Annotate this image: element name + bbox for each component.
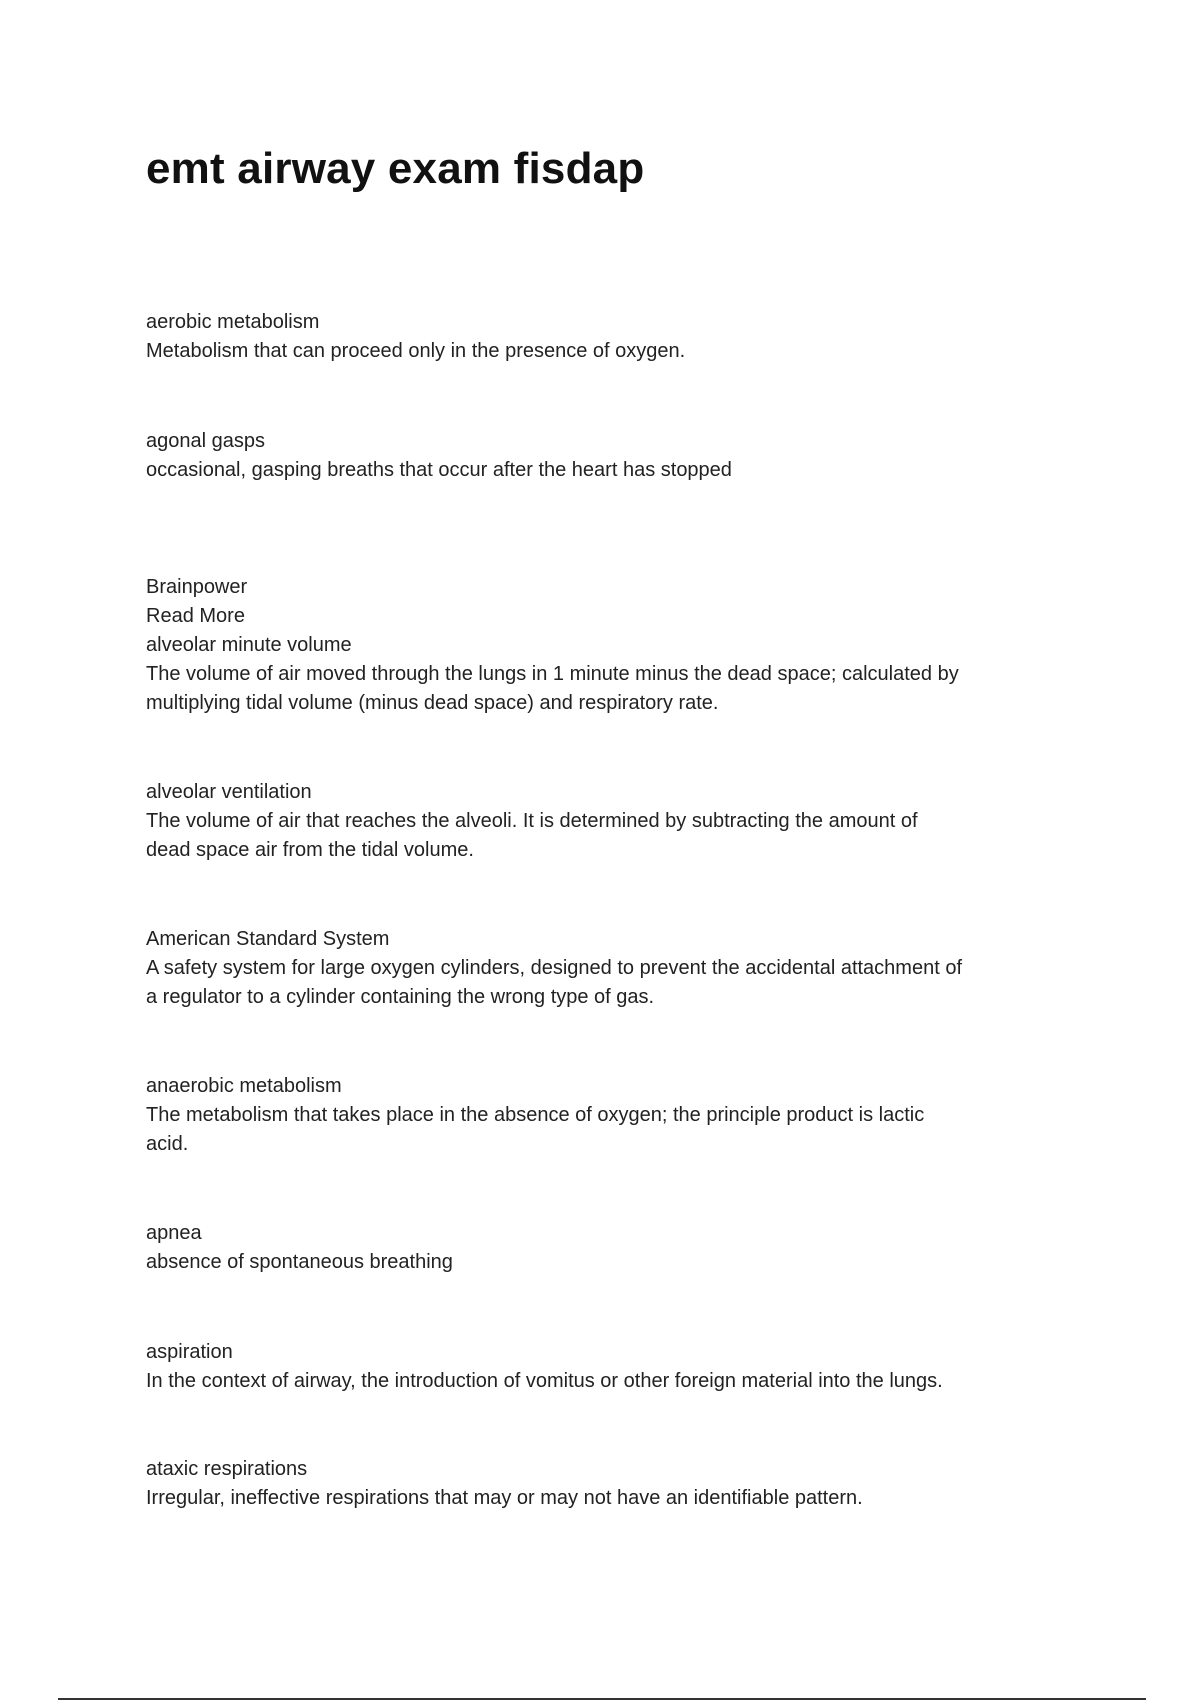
entry-aerobic-metabolism: [146, 308, 1066, 366]
entry-definition: Irregular, ineffective respirations that may or may not have an identifiable pattern.: [146, 1487, 863, 1509]
entry-definition-line: A safety system for large oxygen cylinders, designed to prevent the accidental attachment of: [146, 957, 963, 979]
entry-term: apnea: [146, 1222, 202, 1244]
entry-definition-line: The metabolism that takes place in the absence of oxygen; the principle product is lactic: [146, 1104, 925, 1126]
promo-block: [146, 573, 1066, 718]
entry-definition-line: The volume of air moved through the lungs in 1 minute minus the dead space; calculated by: [146, 663, 959, 685]
entry-term: agonal gasps: [146, 430, 265, 452]
entry-term: aerobic metabolism: [146, 311, 320, 333]
entry-term: alveolar ventilation: [146, 781, 312, 803]
entry-definition: absence of spontaneous breathing: [146, 1251, 453, 1273]
entry-alveolar-ventilation: [146, 778, 1066, 865]
read-more-link[interactable]: Read More: [146, 605, 245, 627]
promo-brand: Brainpower: [146, 576, 248, 598]
entry-term: aspiration: [146, 1341, 233, 1363]
entry-definition-line: multiplying tidal volume (minus dead space) and respiratory rate.: [146, 692, 719, 714]
entry-ataxic-respirations: [146, 1455, 1066, 1513]
entry-anaerobic-metabolism: [146, 1072, 1066, 1159]
entry-agonal-gasps: [146, 427, 1066, 485]
page-title: emt airway exam fisdap: [146, 144, 645, 193]
entry-definition: Metabolism that can proceed only in the presence of oxygen.: [146, 340, 686, 362]
entry-definition: occasional, gasping breaths that occur after the heart has stopped: [146, 459, 732, 481]
entry-term: ataxic respirations: [146, 1458, 308, 1480]
entry-definition-line: acid.: [146, 1133, 189, 1155]
entry-definition-line: a regulator to a cylinder containing the wrong type of gas.: [146, 986, 655, 1008]
entry-term: anaerobic metabolism: [146, 1075, 342, 1097]
entry-definition-line: The volume of air that reaches the alveoli. It is determined by subtracting the amount of: [146, 810, 918, 832]
entry-definition: In the context of airway, the introduction of vomitus or other foreign material into the lungs.: [146, 1370, 943, 1392]
entry-definition-line: dead space air from the tidal volume.: [146, 839, 474, 861]
entry-american-standard-system: [146, 925, 1066, 1012]
entry-term: alveolar minute volume: [146, 634, 352, 656]
entry-aspiration: [146, 1338, 1066, 1396]
entry-apnea: [146, 1219, 1066, 1277]
entry-term: American Standard System: [146, 928, 390, 950]
